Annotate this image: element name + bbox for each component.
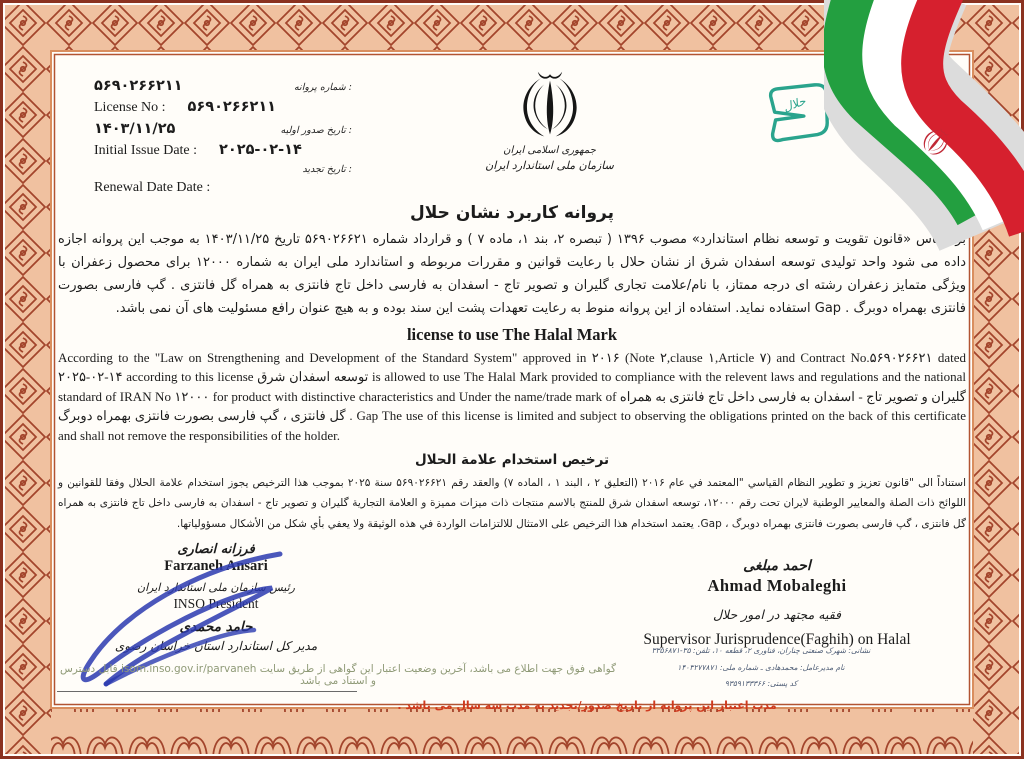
- signer1-role-en: INSO President: [173, 596, 259, 612]
- issue-date-row-en: [94, 142, 352, 159]
- license-number-en: ۵۶۹۰۲۶۶۲۱۱: [187, 99, 277, 115]
- signer1-role-fa: رئیس سازمان ملی استاندارد ایران: [137, 581, 295, 595]
- renewal-label-en: Renewal Date Date :: [94, 180, 211, 195]
- renewal-label-fa: تاریخ تجدید :: [302, 164, 352, 175]
- english-body: According to the "Law on Strengthening and Development of the Standard System" approved in ۲۰۱۶ (Note ۲,clause ۱,Article ۷) and Contract No.۵۶۹۰۲۶۶۲۱ dated ۲۰۲۵-۰۲-۱۴ according to this license توسعه اسفدان شرق is allowed to use The Halal Mark provided to compliance with the relevent laws and regulations and the national standard of IRAN No ۱۲۰۰۰ for product with distinctive characteristics and Under the name/trade mark of گلیران و تصویر تاج - اسفدان به فارسی داخل تاج فانتزی به همراه گل فانتزی ، گپ فارسی بصورت فانتزی بهمراه دوبرگ . Gap The use of this license is limited and subject to observing the obligations printed on the back of this certificate and shall not remove the responsibilities of the holder.: [58, 349, 966, 443]
- signer3-role-en: Supervisor Jurisprudence(Faghih) on Halal: [643, 631, 911, 649]
- signer1-name-en: Farzaneh Ansari: [164, 558, 268, 575]
- issue-date-fa: ۱۴۰۳/۱۱/۲۵: [94, 121, 176, 137]
- iran-flag-ribbon: [824, 0, 1024, 256]
- company-address: نشانی: شهرک صنعتی چناران، فناوری ۲، قطعه ۱۰، تلفن: ۳۵-۳۳۵۶۸۷۱: [651, 646, 871, 655]
- issue-date-en: ۲۰۲۵-۰۲-۱۴: [219, 142, 302, 158]
- title-ar: ترخيص استخدام علامة الحلال: [414, 452, 610, 468]
- license-number-row-en: [94, 99, 352, 116]
- verification-notice: گواهی فوق جهت اطلاع می باشد، آخرین وضعیت اعتبار این گواهی از طریق سایت isom.inso.gov.ir/parvaneh قابل دسترس و استناد می باشد: [59, 663, 616, 687]
- signer2-role-fa: مدیر کل استاندارد استان خراسان رضوی: [114, 639, 318, 654]
- arabic-body: استناداً الى "قانون تعزيز و تطوير النظام القياسي "المعتمد في عام ۲۰۱۶ (التعليق ۲ ، البند ۱ ، الماده ۷) والعقد رقم ۵۶۹۰۲۶۶۲۱ سنة ۲۰۲۵ بموجب هذا الترخيص يجوز استخدام علامة الحلال وفقا للقوانين و اللوائح ذات الصلة والمعايير الوطنية لايران تحت رقم ۱۲۰۰۰، توسعه اسفدان شرق للمنتج بالاسم منتجات ذات ميزات مميزة و العلامة التجارية گلیران و تصویر تاج - اسفدان به فارسی داخل تاج فانتزی به همراه گل فانتزی ، گپ فارسی بصورت فانتزی بهمراه دوبرگ ، Gap. يعتمد استخدام هذا الترخيص على الامتثال للالتزامات الواردة في هذه الوثيقة ولا يعفي بأي شكل من الأشكال مسؤولياتها.: [58, 477, 967, 530]
- issue-date-row-fa: [94, 121, 352, 137]
- license-number-fa: ۵۶۹۰۲۶۶۲۱۱: [94, 78, 183, 94]
- signer1-name-fa: فرزانه انصاری: [177, 542, 255, 558]
- license-number-label-en: License No :: [94, 100, 166, 115]
- title-fa: پروانه کاربرد نشان حلال: [409, 203, 615, 223]
- issue-date-label-en: Initial Issue Date :: [94, 143, 198, 158]
- org-country: جمهوری اسلامی ایران: [503, 145, 596, 156]
- footer-divider: [57, 691, 357, 692]
- org-name: سازمان ملی استاندارد ایران: [485, 159, 614, 172]
- issue-date-label-fa: تاریخ صدور اولیه :: [280, 125, 352, 136]
- signer2-name-fa: حامد محمدی: [179, 619, 253, 636]
- signatures-row: [58, 542, 966, 653]
- persian-body: بر اساس «قانون تقویت و توسعه نظام استاندارد» مصوب ۱۳۹۶ ( تبصره ۲، بند ۱، ماده ۷ ) و قرارداد شماره ۵۶۹۰۲۶۶۲۱ تاریخ ۱۴۰۳/۱۱/۲۵ به موجب این پروانه اجازه داده می شود واحد تولیدی توسعه اسفدان شرق از نشان حلال با رعایت قوانین و مقررات مربوطه و استاندارد ملی ایران به شماره ۱۲۰۰۰ برای محصول زعفران با ویژگی متمایز زعفران رشته ای درجه ممتاز، با نام/علامت تجاری گلیران و تصویر تاج - اسفدان به فارسی داخل تاج فانتزی به همراه گل فانتزی . گپ فارسی بصورت فانتزی بهمراه دوبرگ . Gap استفاده نماید. استفاده از این پروانه منوط به رعایت تعهدات پشت این سند بوده و به هیچ عنوان رافع مسئولیت های آن نمی باشد.: [58, 232, 967, 316]
- signature-right-block: [602, 558, 952, 653]
- issuer-block: [368, 70, 731, 172]
- validity-note: مدت اعتبار این پروانه از تاریخ صدور/تجدید به مدت سه سال می باشد .: [397, 699, 777, 712]
- renewal-row-fa: [94, 164, 352, 175]
- halal-logo-text: حلال: [781, 93, 808, 115]
- renewal-row-en: [94, 180, 352, 196]
- company-postal-code: کد پستی: ۹۳۵۹۱۳۳۳۶۶: [724, 679, 798, 688]
- license-number-row-fa: [94, 78, 352, 94]
- signature-left-block: [66, 542, 366, 653]
- signer3-name-fa: احمد مبلغی: [743, 558, 811, 575]
- company-ceo: نام مدیرعامل: محمدهادی ـ شماره ملی: ۱۴۰۳۲۷۷۸۷۱: [677, 662, 845, 672]
- signer3-role-fa: فقیه مجتهد در امور حلال: [712, 607, 842, 623]
- license-number-label-fa: شماره پروانه :: [293, 82, 352, 93]
- iran-emblem-icon: [518, 70, 582, 140]
- title-en: license to use The Halal Mark: [406, 324, 618, 344]
- license-info-block: [58, 78, 368, 201]
- company-contact-block: [626, 643, 896, 693]
- signer3-name-en: Ahmad Mobaleghi: [707, 576, 847, 596]
